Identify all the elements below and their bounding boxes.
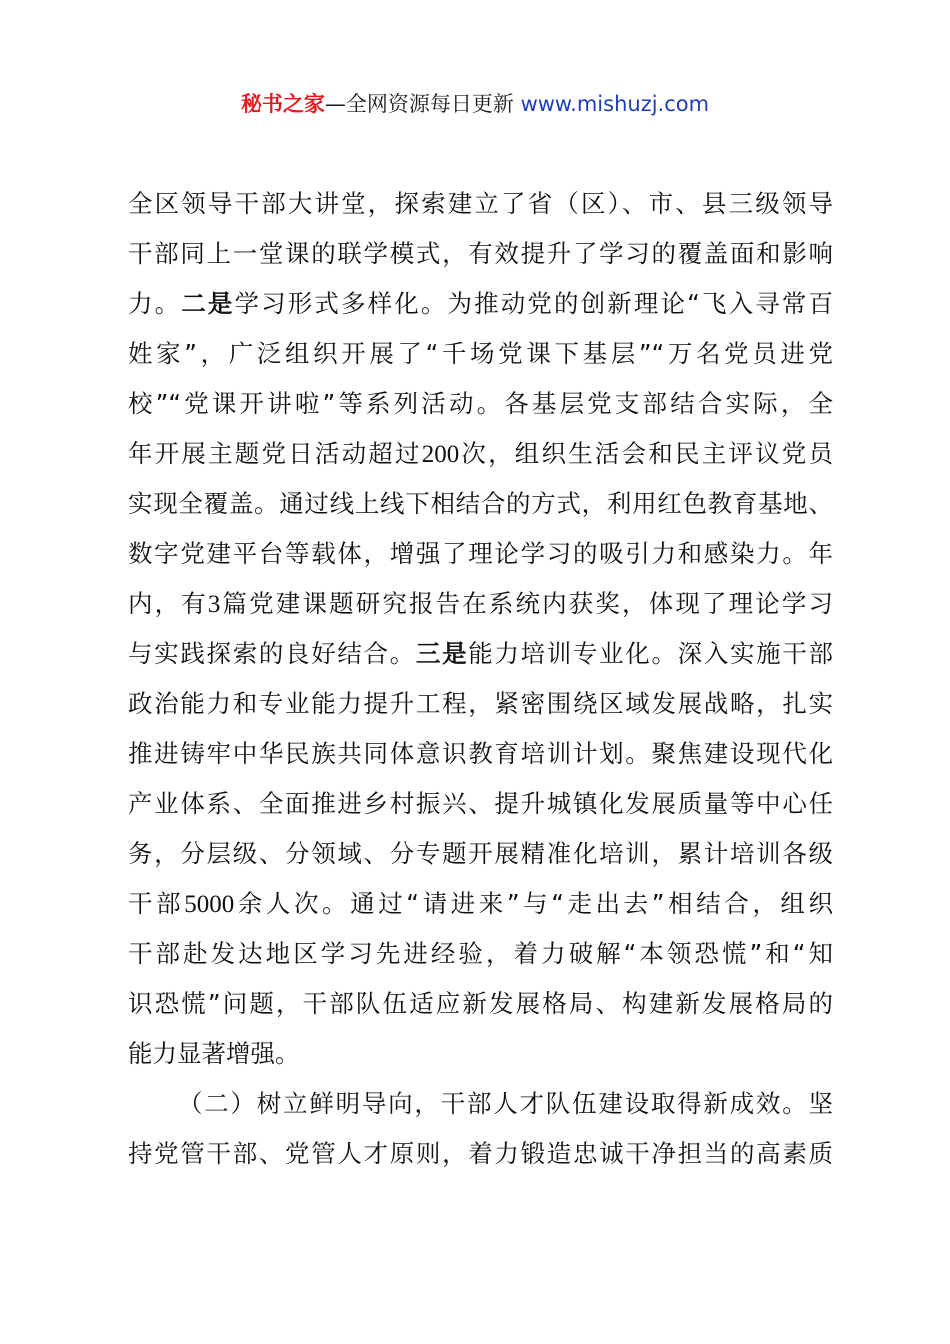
text-segment: 内，有 bbox=[128, 589, 208, 618]
number-text: 200 bbox=[421, 441, 460, 468]
text-segment: 余人次。通过“请进来”与“走出去”相结合，组织 bbox=[234, 889, 833, 918]
number-text: 5000 bbox=[184, 891, 235, 918]
text-line bbox=[128, 329, 833, 379]
text-line bbox=[128, 429, 833, 479]
text-segment: 力。 bbox=[128, 289, 182, 318]
text-line bbox=[128, 829, 833, 879]
text-segment: 学习形式多样化。为推动党的创新理论“飞入寻常百 bbox=[234, 289, 834, 318]
text-line bbox=[128, 279, 833, 329]
text-line bbox=[128, 1079, 833, 1129]
text-segment: 能力显著增强。 bbox=[128, 1039, 300, 1068]
text-segment: 产业体系、全面推进乡村振兴、提升城镇化发展质量等中心任 bbox=[128, 789, 833, 818]
text-segment: 实现全覆盖。通过线上线下相结合的方式，利用红色教育基地、 bbox=[128, 489, 833, 518]
text-segment: 务，分层级、分领域、分专题开展精准化培训，累计培训各级 bbox=[128, 839, 833, 868]
text-line bbox=[128, 379, 833, 429]
body-text bbox=[128, 179, 833, 1179]
text-line bbox=[128, 229, 833, 279]
text-line bbox=[128, 579, 833, 629]
text-line bbox=[128, 729, 833, 779]
text-segment: 年开展主题党日活动超过 bbox=[128, 439, 422, 468]
text-segment: 干部同上一堂课的联学模式，有效提升了学习的覆盖面和影响 bbox=[128, 239, 833, 268]
page-header bbox=[0, 88, 950, 120]
text-line bbox=[128, 1129, 833, 1179]
text-line bbox=[128, 679, 833, 729]
text-line bbox=[128, 979, 833, 1029]
brand-name: 秘书之家 bbox=[240, 92, 325, 116]
number-text: 3 bbox=[207, 591, 221, 618]
text-segment: 能力培训专业化。深入实施干部 bbox=[468, 639, 834, 668]
text-line bbox=[128, 1029, 833, 1079]
header-tagline: —全网资源每日更新 bbox=[324, 92, 521, 116]
header-url: www.mishuzj.com bbox=[520, 92, 710, 116]
bold-lead: 二是 bbox=[181, 289, 235, 318]
text-segment: 全区领导干部大讲堂，探索建立了省（区）、市、县三级领导 bbox=[128, 189, 833, 218]
text-line bbox=[128, 879, 833, 929]
text-line bbox=[128, 179, 833, 229]
text-line bbox=[128, 529, 833, 579]
text-segment: 持党管干部、党管人才原则，着力锻造忠诚干净担当的高素质 bbox=[128, 1139, 833, 1168]
text-segment: 干部 bbox=[128, 889, 185, 918]
text-line bbox=[128, 929, 833, 979]
text-line bbox=[128, 479, 833, 529]
text-segment: 篇党建课题研究报告在系统内获奖，体现了理论学习 bbox=[220, 589, 833, 618]
text-segment: 姓家”，广泛组织开展了“千场党课下基层”“万名党员进党 bbox=[128, 339, 833, 368]
text-segment: （二）树立鲜明导向，干部人才队伍建设取得新成效。坚 bbox=[178, 1089, 833, 1118]
text-segment: 推进铸牢中华民族共同体意识教育培训计划。聚焦建设现代化 bbox=[128, 739, 833, 768]
text-line bbox=[128, 629, 833, 679]
text-segment: 数字党建平台等载体，增强了理论学习的吸引力和感染力。年 bbox=[128, 539, 833, 568]
text-segment: 与实践探索的良好结合。 bbox=[128, 639, 416, 668]
bold-lead: 三是 bbox=[415, 639, 469, 668]
text-segment: 次，组织生活会和民主评议党员 bbox=[459, 439, 834, 468]
text-segment: 政治能力和专业能力提升工程，紧密围绕区域发展战略，扎实 bbox=[128, 689, 833, 718]
text-line bbox=[128, 779, 833, 829]
text-segment: 校”“党课开讲啦”等系列活动。各基层党支部结合实际，全 bbox=[128, 389, 833, 418]
text-segment: 干部赴发达地区学习先进经验，着力破解“本领恐慌”和“知 bbox=[128, 939, 833, 968]
text-segment: 识恐慌”问题，干部队伍适应新发展格局、构建新发展格局的 bbox=[128, 989, 833, 1018]
